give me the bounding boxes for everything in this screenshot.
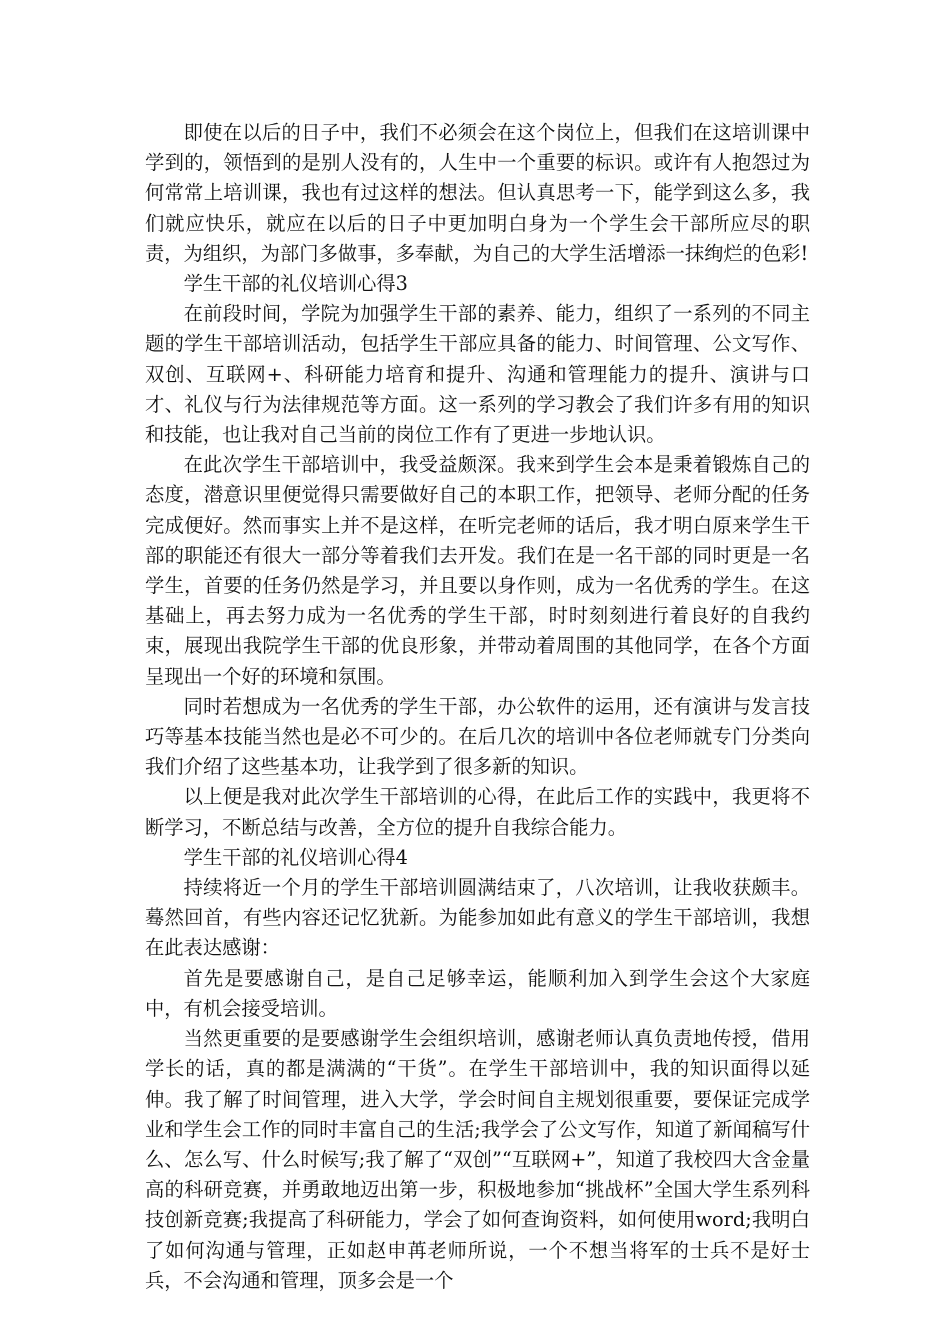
section-heading: 学生干部的礼仪培训心得4	[183, 845, 408, 869]
paragraph: 同时若想成为一名优秀的学生干部，办公软件的运用，还有演讲与发言技巧等基本技能当然也是必不可少的。在后几次的培训中各位老师就专门分类向我们介绍了这些基本功，让我学到了很多新的知识。	[145, 694, 810, 779]
paragraph: 首先是要感谢自己，是自己足够幸运，能顺利加入到学生会这个大家庭中，有机会接受培训。	[145, 966, 810, 1020]
paragraph: 以上便是我对此次学生干部培训的心得，在此后工作的实践中，我更将不断学习，不断总结与改善，全方位的提升自我综合能力。	[145, 785, 810, 839]
paragraph: 在此次学生干部培训中，我受益颇深。我来到学生会本是秉着锻炼自己的态度，潜意识里便觉得只需要做好自己的本职工作，把领导、老师分配的任务完成便好。然而事实上并不是这样，在听完老师的话后，我才明白原来学生干部的职能还有很大一部分等着我们去开发。我们在是一名干部的同时更是一名学生，首要的任务仍然是学习，并且要以身作则，成为一名优秀的学生。在这基础上，再去努力成为一名优秀的学生干部，时时刻刻进行着良好的自我约束，展现出我院学生干部的优良形象，并带动着周围的其他同学，在各个方面呈现出一个好的环境和氛围。	[145, 453, 810, 688]
document-page	[145, 118, 810, 1296]
paragraph: 持续将近一个月的学生干部培训圆满结束了，八次培训，让我收获颇丰。蓦然回首，有些内容还记忆犹新。为能参加如此有意义的学生干部培训，我想在此表达感谢：	[145, 876, 810, 960]
paragraph: 即使在以后的日子中，我们不必须会在这个岗位上，但我们在这培训课中学到的，领悟到的是别人没有的，人生中一个重要的标识。或许有人抱怨过为何常常上培训课，我也有过这样的想法。但认真思考一下，能学到这么多，我们就应快乐，就应在以后的日子中更加明白身为一个学生会干部所应尽的职责，为组织，为部门多做事，多奉献，为自己的大学生活增添一抹绚烂的色彩!	[145, 121, 810, 265]
paragraph: 当然更重要的是要感谢学生会组织培训，感谢老师认真负责地传授，借用学长的话，真的都是满满的“干货”。在学生干部培训中，我的知识面得以延伸。我了解了时间管理，进入大学，学会时间自主规划很重要，要保证完成学业和学生会工作的同时丰富自己的生活;我学会了公文写作，知道了新闻稿写什么、怎么写、什么时候写;我了解了“双创”“互联网+”，知道了我校四大含金量高的科研竞赛，并勇敢地迈出第一步，积极地参加“挑战杯”全国大学生系列科技创新竞赛;我提高了科研能力，学会了如何查询资料，如何使用word;我明白了如何沟通与管理，正如赵申苒老师所说，一个不想当将军的士兵不是好士兵，不会沟通和管理，顶多会是一个	[145, 1027, 810, 1292]
section-heading: 学生干部的礼仪培训心得3	[183, 272, 408, 296]
paragraph: 在前段时间，学院为加强学生干部的素养、能力，组织了一系列的不同主题的学生干部培训活动，包括学生干部应具备的能力、时间管理、公文写作、双创、互联网+、科研能力培育和提升、沟通和管理能力的提升、演讲与口才、礼仪与行为法律规范等方面。这一系列的学习教会了我们许多有用的知识和技能，也让我对自己当前的岗位工作有了更进一步地认识。	[145, 302, 810, 447]
